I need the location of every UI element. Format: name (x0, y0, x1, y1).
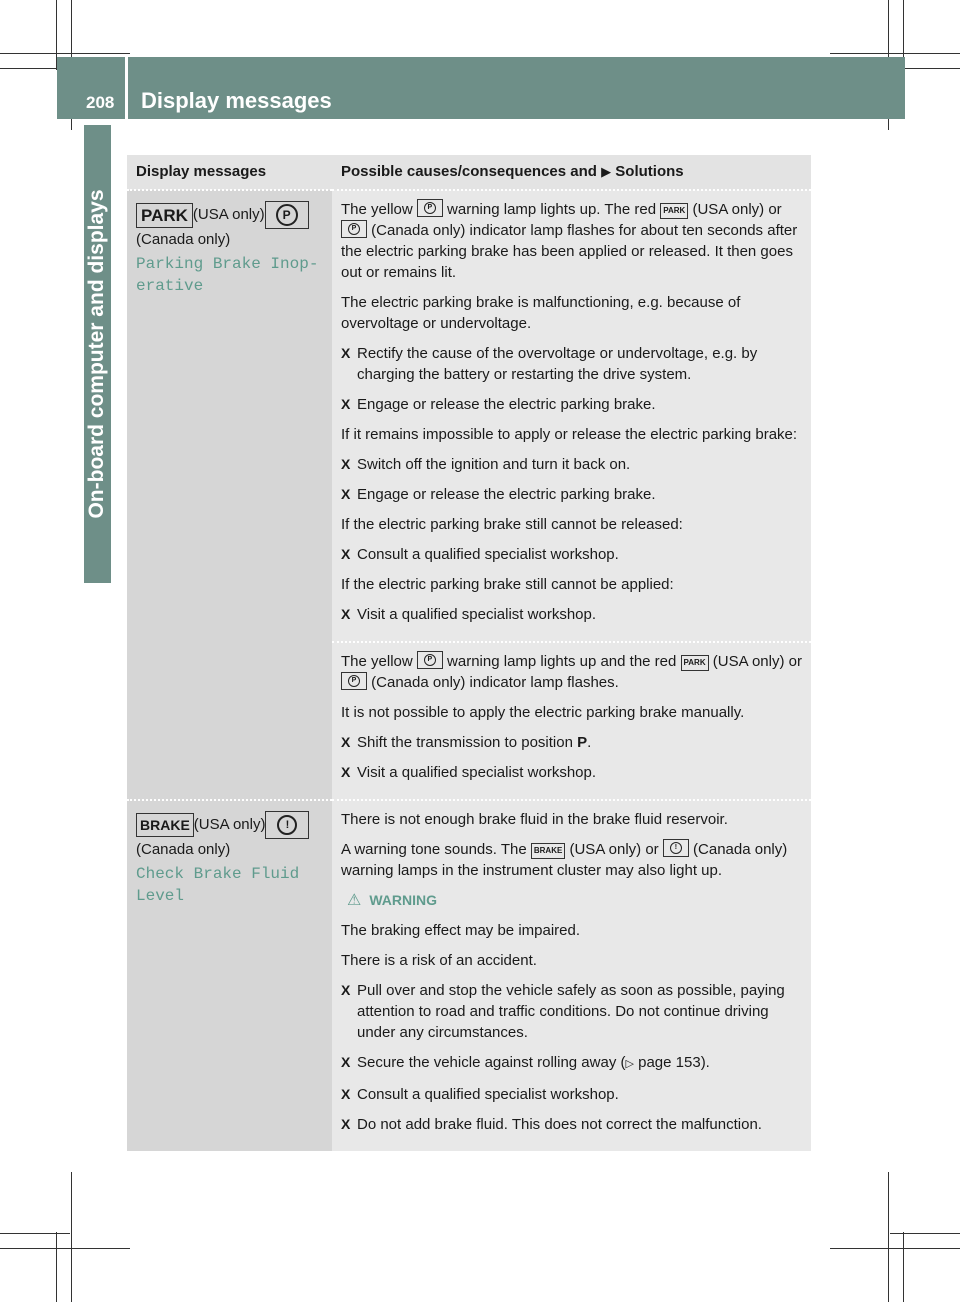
table-row (127, 190, 811, 642)
page-number: 208 (86, 93, 115, 112)
usa-only-label: (USA only) (193, 815, 266, 833)
list-item: X Shift the transmission to position P. (341, 734, 592, 751)
step-arrow-icon: X (341, 1086, 351, 1102)
display-message-text: Parking Brake Inop‐ erative (136, 255, 319, 295)
solution-cell: The yellow P warning lamp lights up and the red PARK (USA only) or P (Canada only) indicator lamp flashes. It is not possible to apply the electric parking brake manually. X Shift the transmission to position P. X Visit a qualified specialist workshop. (332, 642, 811, 800)
list-item: X Rectify the cause of the overvoltage or undervoltage, e.g. by charging the battery or restarting the drive system. (341, 345, 758, 383)
step-arrow-icon: X (341, 734, 351, 750)
parking-brake-p-icon: P (417, 651, 443, 669)
crop-mark (0, 1248, 130, 1249)
warning-heading: ⚠ WARNING (347, 892, 438, 909)
display-message-text: Check Brake Fluid Level (136, 865, 300, 905)
list-item: X Consult a qualified specialist workshop. (341, 1086, 619, 1103)
header-divider (125, 57, 128, 119)
display-messages-table (127, 155, 811, 1151)
step-arrow-icon: X (341, 982, 351, 998)
table-row (127, 800, 811, 1151)
usa-only-label: (USA only) (192, 205, 265, 223)
crop-mark (71, 1172, 72, 1302)
brake-icon: BRAKE (531, 843, 565, 859)
page-reference-icon: ▷ (625, 1058, 634, 1070)
step-arrow-icon: X (341, 456, 351, 472)
parking-brake-p-icon: P (417, 199, 443, 217)
park-icon: PARK (136, 203, 193, 228)
step-arrow-icon: X (341, 546, 351, 562)
list-item: X Engage or release the electric parking brake. (341, 396, 656, 413)
warning-icon: ⚠ (347, 892, 362, 909)
step-arrow-icon: X (341, 1116, 351, 1132)
column-header-solutions: Solutions (615, 163, 684, 180)
crop-mark (830, 53, 960, 54)
page-reference-link[interactable]: page 153). (638, 1054, 710, 1071)
crop-mark (0, 1233, 70, 1234)
display-message-cell-brake (127, 800, 332, 1151)
step-arrow-icon: X (341, 396, 351, 412)
list-item: X Visit a qualified specialist workshop. (341, 606, 597, 623)
list-item: X Engage or release the electric parking brake. (341, 486, 656, 503)
canada-only-label: (Canada only) (136, 841, 231, 858)
solution-cell: The yellow P warning lamp lights up. The red PARK (USA only) or P (Canada only) indicator lamp flashes for about ten seconds after the electric parking brake has been applied or released. It then goes out or remains lit. The electric parking brake is malfunctioning, e.g. because of overvoltage or undervoltage. X Rectify the cause of the overvoltage or undervoltage, e.g. by charging the battery or restarting the drive system. X Engage or release the electric parking brake. If it remains impossible to apply or release the electric parking brake: X Switch off the ignition and turn it back on. X Engage or release the electric parking brake. If the electric parking brake still cannot be released: X Consult a qualified specialist workshop. If the electric parking brake still cannot be applied: X Visit a qualified specialist workshop. (332, 190, 811, 642)
crop-mark (888, 1172, 889, 1302)
crop-mark (830, 1248, 960, 1249)
step-arrow-icon: X (341, 764, 351, 780)
column-header-display-messages: Display messages (127, 155, 332, 190)
brake-warning-icon: ! (265, 811, 309, 839)
list-item: X Pull over and stop the vehicle safely as soon as possible, paying attention to road and traffic conditions. Do not continue driving under any circumstances. (341, 982, 785, 1041)
step-arrow-icon: X (341, 606, 351, 622)
solution-cell: There is not enough brake fluid in the brake fluid reservoir. A warning tone sounds. The BRAKE (USA only) or ! (Canada only) warning lamps in the instrument cluster may also light up. ⚠ WARNING The braking effect may be impaired. There is a risk of an accident. X Pull over and stop the vehicle safely as soon as possible, paying attention to road and traffic conditions. Do not continue driving under any circumstances. X Secure the vehicle against rolling away (▷ page 153). X Consult a qualified specialist workshop. X Do not add brake fluid. This does not correct the malfunction. (332, 800, 811, 1151)
crop-mark (903, 1232, 904, 1302)
solutions-arrow-icon: ▶ (601, 164, 612, 179)
list-item: X Visit a qualified specialist workshop. (341, 764, 597, 781)
crop-mark (56, 1232, 57, 1302)
brake-icon: BRAKE (136, 813, 194, 837)
step-arrow-icon: X (341, 486, 351, 502)
crop-mark (0, 53, 130, 54)
parking-brake-p-icon: P (341, 672, 367, 690)
crop-mark (890, 1233, 960, 1234)
step-arrow-icon: X (341, 1054, 351, 1070)
page-title: Display messages (141, 88, 332, 113)
column-header-causes-prefix: Possible causes/consequences and (341, 163, 597, 180)
list-item: X Switch off the ignition and turn it back on. (341, 456, 631, 473)
column-header-causes-solutions (332, 155, 811, 190)
list-item: X Secure the vehicle against rolling away (▷ page 153). (341, 1054, 710, 1071)
list-item: X Consult a qualified specialist workshop. (341, 546, 619, 563)
parking-brake-p-icon: P (265, 201, 309, 229)
park-icon: PARK (681, 655, 709, 671)
table-header-row (127, 155, 811, 190)
canada-only-label: (Canada only) (136, 231, 231, 248)
display-message-cell-park (127, 190, 332, 800)
park-icon: PARK (660, 203, 688, 219)
list-item: X Do not add brake fluid. This does not correct the malfunction. (341, 1116, 762, 1133)
step-arrow-icon: X (341, 345, 351, 361)
section-side-tab-label: On-board computer and displays (85, 189, 108, 519)
brake-warning-icon: ! (663, 839, 689, 857)
parking-brake-p-icon: P (341, 220, 367, 238)
